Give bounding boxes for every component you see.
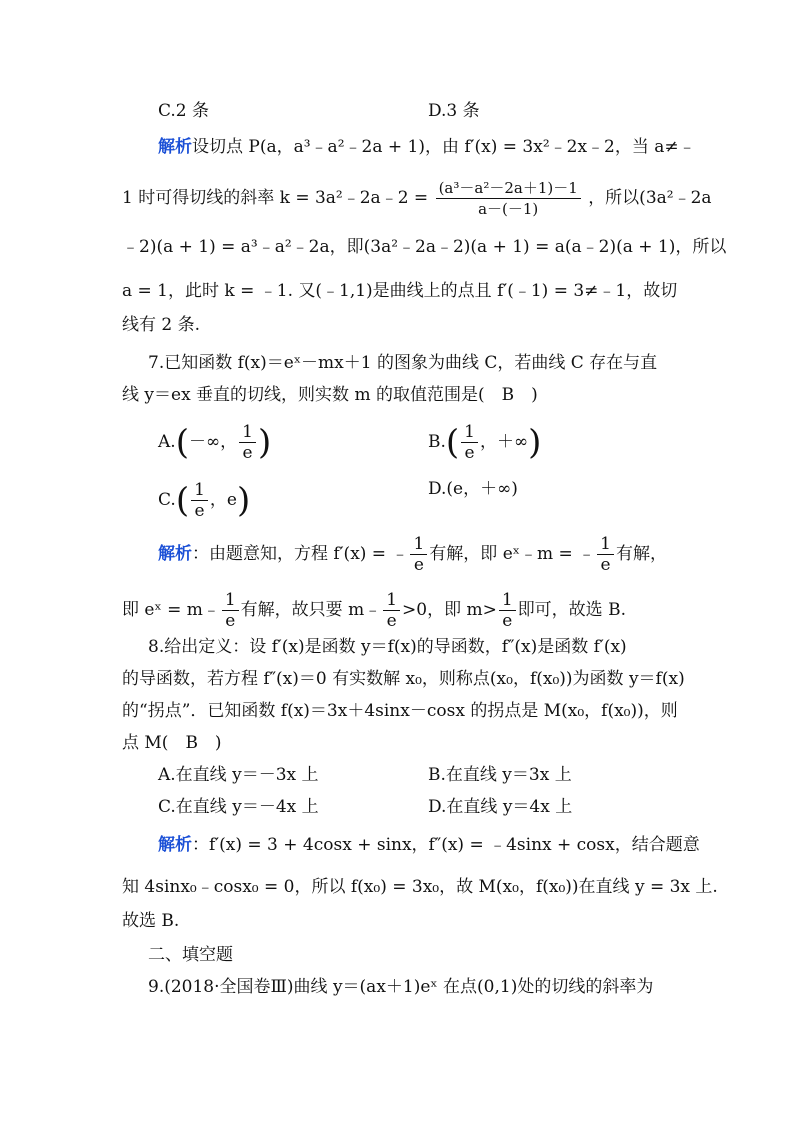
- q7-stem-line-1: 7.已知函数 f(x)＝eˣ－mx＋1 的图象为曲线 C，若曲线 C 存在与直: [148, 353, 658, 373]
- q6-solution-text-2a: 1 时可得切线的斜率 k = 3a²﹣2a﹣2 =: [122, 188, 429, 208]
- fraction-denominator: e: [413, 555, 424, 575]
- left-paren: (: [175, 422, 189, 463]
- fraction-denominator: e: [242, 443, 253, 463]
- q9-stem-line-1: 9.(2018·全国卷Ⅲ)曲线 y＝(ax＋1)eˣ 在点(0,1)处的切线的斜率为: [148, 977, 654, 997]
- q6-solution-text-2b: ，所以(3a²﹣2a: [588, 188, 712, 208]
- option-c-fraction: [191, 480, 208, 521]
- q6-option-d: D.3 条: [428, 101, 480, 121]
- q8-solution-text-1: ：f′(x) = 3 + 4cosx + sinx，f″(x) = ﹣4sinx + cosx，结合题意: [192, 835, 700, 855]
- fraction-numerator: 1: [499, 590, 516, 611]
- q7-solution-text-2c: >0，即 m>: [402, 600, 497, 620]
- q6-solution-line-3: ﹣2)(a + 1) = a³﹣a²﹣2a，即(3a²﹣2a﹣2)(a + 1) = a(a﹣2)(a + 1)，所以: [122, 237, 727, 257]
- q7-fraction-5: [499, 590, 516, 631]
- q8-solution-line-1: [158, 834, 700, 856]
- q7-solution-text-2a: 即 eˣ = m﹣: [122, 600, 220, 620]
- q7-option-b: [428, 422, 541, 463]
- q8-solution-line-2: 知 4sinx₀﹣cosx₀ = 0，所以 f(x₀) = 3x₀，故 M(x₀，f(x₀))在直线 y = 3x 上.: [122, 877, 718, 897]
- q7-solution-text-2b: 有解，故只要 m﹣: [240, 600, 382, 620]
- q6-option-c: C.2 条: [158, 101, 210, 121]
- solution-label: 解析: [158, 137, 192, 157]
- q8-stem-line-2: 的导函数，若方程 f″(x)＝0 有实数解 x₀，则称点(x₀，f(x₀))为函数 y＝f(x): [122, 669, 685, 689]
- q7-fraction-3: [222, 590, 239, 631]
- q7-solution-line-1: [158, 534, 667, 575]
- q7-solution-text-1b: 有解，即 eˣ﹣m = ﹣: [429, 544, 596, 564]
- q6-solution-line-5: 线有 2 条.: [122, 315, 201, 335]
- q7-fraction-4: [383, 590, 400, 631]
- q8-option-b: B.在直线 y＝3x 上: [428, 765, 572, 785]
- fraction-numerator: (a³－a²－2a＋1)－1: [436, 178, 581, 199]
- option-b-fraction: [461, 422, 478, 463]
- q7-solution-text-2d: 即可，故选 B.: [517, 600, 626, 620]
- q8-option-a: A.在直线 y＝－3x 上: [158, 765, 319, 785]
- right-paren: ): [528, 422, 542, 463]
- q8-solution-line-3: 故选 B.: [122, 911, 180, 931]
- q7-solution-text-1c: 有解，: [615, 544, 667, 564]
- option-c-text: ，e: [209, 490, 237, 510]
- fraction-denominator: e: [600, 555, 611, 575]
- fraction-numerator: 1: [191, 480, 208, 501]
- q6-solution-line-1: [158, 136, 696, 158]
- q8-option-d: D.在直线 y＝4x 上: [428, 797, 573, 817]
- q8-stem-line-1: 8.给出定义：设 f′(x)是函数 y＝f(x)的导函数，f″(x)是函数 f′(x): [148, 637, 627, 657]
- option-b-text: ，＋∞: [480, 432, 529, 452]
- q7-option-d: D.(e，＋∞): [428, 479, 518, 499]
- solution-label: 解析: [158, 835, 192, 855]
- q7-stem-line-2: 线 y＝ex 垂直的切线，则实数 m 的取值范围是( B ): [122, 385, 538, 405]
- left-paren: (: [175, 480, 190, 521]
- q6-slope-fraction: [436, 178, 581, 219]
- q7-fraction-2: [597, 534, 614, 575]
- option-letter: A.: [158, 432, 176, 452]
- right-paren: ): [236, 480, 251, 521]
- fraction-numerator: 1: [383, 590, 400, 611]
- q7-option-c: [158, 480, 250, 521]
- q7-option-a: [158, 422, 271, 463]
- left-paren: (: [445, 422, 460, 463]
- solution-label: 解析: [158, 544, 192, 564]
- fraction-denominator: e: [225, 611, 236, 631]
- option-a-text: －∞，: [188, 432, 238, 452]
- option-letter: B.: [428, 432, 446, 452]
- q7-fraction-1: [410, 534, 427, 575]
- fraction-numerator: 1: [239, 422, 256, 443]
- q7-solution-text-1a: ：由题意知，方程 f′(x) = ﹣: [192, 544, 409, 564]
- fraction-numerator: 1: [597, 534, 614, 555]
- option-letter: C.: [158, 490, 176, 510]
- fraction-denominator: e: [464, 443, 475, 463]
- fraction-numerator: 1: [461, 422, 478, 443]
- fraction-denominator: e: [194, 501, 205, 521]
- fraction-denominator: e: [502, 611, 513, 631]
- q8-stem-line-4: 点 M( B ): [122, 733, 222, 753]
- section-heading: 二、填空题: [148, 945, 233, 965]
- q6-solution-line-2: [122, 178, 712, 219]
- fraction-numerator: 1: [410, 534, 427, 555]
- option-a-fraction: [239, 422, 256, 463]
- q8-option-c: C.在直线 y＝－4x 上: [158, 797, 319, 817]
- fraction-denominator: e: [386, 611, 397, 631]
- q8-stem-line-3: 的“拐点”．已知函数 f(x)＝3x＋4sinx－cosx 的拐点是 M(x₀，f(x₀))，则: [122, 701, 678, 721]
- q6-solution-line-4: a = 1，此时 k = ﹣1. 又(﹣1,1)是曲线上的点且 f′(﹣1) = 3≠﹣1，故切: [122, 281, 678, 301]
- q7-solution-line-2: [122, 590, 626, 631]
- right-paren: ): [257, 422, 272, 463]
- fraction-numerator: 1: [222, 590, 239, 611]
- q6-solution-text-1: 设切点 P(a，a³﹣a²﹣2a + 1)，由 f′(x) = 3x²﹣2x﹣2，当 a≠﹣: [192, 137, 696, 157]
- fraction-denominator: a－(－1): [478, 200, 539, 218]
